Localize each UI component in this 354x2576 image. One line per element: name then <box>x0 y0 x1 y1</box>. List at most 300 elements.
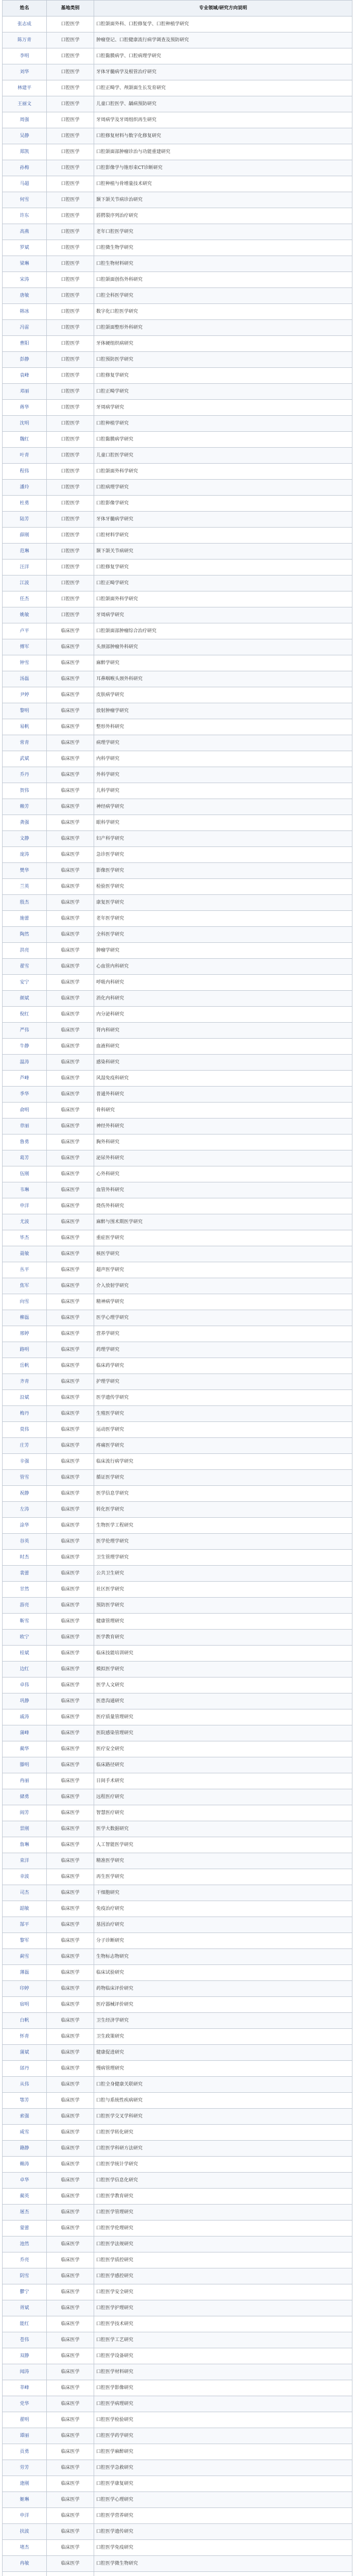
table-row <box>3 2013 352 2029</box>
cell-research-area: 泌尿外科研究 <box>94 1150 352 1166</box>
table-row <box>3 1885 352 1901</box>
cell-name: 姬琳 <box>3 2492 47 2508</box>
cell-base-type: 口腔医学 <box>47 256 94 272</box>
cell-name: 傅军 <box>3 639 47 655</box>
cell-base-type: 临床医学 <box>47 1198 94 1214</box>
table-row <box>3 1837 352 1853</box>
cell-research-area: 影像医学研究 <box>94 863 352 879</box>
table-row <box>3 2157 352 2173</box>
table-row <box>3 128 352 144</box>
table-row <box>3 208 352 224</box>
table-row <box>3 1662 352 1677</box>
table-row <box>3 991 352 1007</box>
cell-research-area: 医疗安全研究 <box>94 1741 352 1757</box>
cell-research-area: 护理学研究 <box>94 1374 352 1390</box>
cell-name: 滕明 <box>3 1757 47 1773</box>
cell-base-type: 临床医学 <box>47 2173 94 2189</box>
cell-base-type: 临床医学 <box>47 1262 94 1278</box>
table-row <box>3 2093 352 2109</box>
cell-research-area: 再生医学研究 <box>94 1869 352 1885</box>
table-row <box>3 1039 352 1055</box>
cell-base-type: 临床医学 <box>47 703 94 719</box>
cell-name: 俞明 <box>3 1103 47 1118</box>
cell-research-area: 口腔正畸学研究 <box>94 384 352 400</box>
cell-name: 阴雪 <box>3 2268 47 2284</box>
cell-base-type: 临床医学 <box>47 1997 94 2013</box>
cell-base-type: 口腔医学 <box>47 160 94 176</box>
cell-research-area: 临床流行病学研究 <box>94 1454 352 1470</box>
cell-name: 储勇 <box>3 1789 47 1805</box>
table-row <box>3 1454 352 1470</box>
cell-name: 申洋 <box>3 2508 47 2524</box>
cell-base-type: 临床医学 <box>47 1087 94 1103</box>
table-row <box>3 1166 352 1182</box>
cell-research-area: 牙体牙髓病学及根管治疗研究 <box>94 64 352 80</box>
cell-name: 牛静 <box>3 1039 47 1055</box>
table-row <box>3 799 352 815</box>
cell-research-area: 生殖医学研究 <box>94 1406 352 1422</box>
table-row <box>3 863 352 879</box>
cell-base-type: 临床医学 <box>47 2364 94 2380</box>
cell-base-type: 口腔医学 <box>47 176 94 192</box>
cell-base-type: 临床医学 <box>47 2205 94 2221</box>
table-row <box>3 1805 352 1821</box>
cell-research-area: 心外科研究 <box>94 1166 352 1182</box>
cell-name: 池然 <box>3 2236 47 2252</box>
cell-base-type: 临床医学 <box>47 2348 94 2364</box>
cell-name: 程伟 <box>3 464 47 480</box>
table-row <box>3 1630 352 1646</box>
cell-research-area: 口腔医学信息化研究 <box>94 2173 352 2189</box>
table-row <box>3 2572 352 2576</box>
table-row <box>3 240 352 256</box>
cell-name: 林建平 <box>3 80 47 96</box>
cell-name: 温涛 <box>3 1055 47 1071</box>
cell-base-type: 口腔医学 <box>47 48 94 64</box>
cell-research-area: 口腔种植与骨增量技术研究 <box>94 176 352 192</box>
cell-research-area: 口腔医学免疫研究 <box>94 2540 352 2556</box>
cell-name: 钟雪 <box>3 655 47 671</box>
cell-name: 陈万青 <box>3 32 47 48</box>
cell-base-type: 临床医学 <box>47 1326 94 1342</box>
cell-research-area: 风湿免疫科研究 <box>94 1071 352 1087</box>
table-row <box>3 1853 352 1869</box>
cell-base-type: 临床医学 <box>47 2540 94 2556</box>
table-row <box>3 879 352 895</box>
table-row <box>3 767 352 783</box>
table-row <box>3 1693 352 1709</box>
table-body <box>3 16 352 2576</box>
cell-research-area: 口腔修复学研究 <box>94 368 352 384</box>
cell-research-area: 口腔医学护理研究 <box>94 2300 352 2316</box>
table-row <box>3 2061 352 2077</box>
cell-name: 沿斌 <box>3 1390 47 1406</box>
table-row <box>3 911 352 927</box>
table-row <box>3 2492 352 2508</box>
table-row <box>3 2268 352 2284</box>
cell-name: 印婷 <box>3 1981 47 1997</box>
cell-name: 葛芳 <box>3 1150 47 1166</box>
cell-base-type: 临床医学 <box>47 639 94 655</box>
table-row <box>3 272 352 288</box>
table-row <box>3 400 352 416</box>
cell-base-type: 临床医学 <box>47 1614 94 1630</box>
table-row <box>3 2077 352 2093</box>
table-row <box>3 895 352 911</box>
cell-research-area: 全科医学研究 <box>94 927 352 943</box>
table-row <box>3 304 352 320</box>
cell-name: 陆芳 <box>3 512 47 528</box>
cell-base-type: 临床医学 <box>47 2141 94 2157</box>
cell-research-area: 超声医学研究 <box>94 1262 352 1278</box>
cell-research-area: 口腔医学安全研究 <box>94 2284 352 2300</box>
cell-research-area: 呼吸内科研究 <box>94 975 352 991</box>
cell-base-type: 临床医学 <box>47 735 94 751</box>
table-row <box>3 1598 352 1614</box>
cell-base-type: 临床医学 <box>47 687 94 703</box>
table-row <box>3 2252 352 2268</box>
cell-name: 乔丹 <box>3 767 47 783</box>
cell-name: 鄂芳 <box>3 2093 47 2109</box>
cell-base-type: 临床医学 <box>47 831 94 847</box>
cell-base-type: 临床医学 <box>47 1598 94 1614</box>
cell-name: 束洋 <box>3 1853 47 1869</box>
cell-name: 薛刚 <box>3 528 47 544</box>
table-row <box>3 544 352 560</box>
cell-name: 景刚 <box>3 1821 47 1837</box>
table-row <box>3 2428 352 2444</box>
table-row <box>3 352 352 368</box>
table-row <box>3 2476 352 2492</box>
cell-name: 宋涛 <box>3 272 47 288</box>
cell-research-area: 基因治疗研究 <box>94 1917 352 1933</box>
table-row <box>3 1023 352 1039</box>
table-row <box>3 64 352 80</box>
cell-research-area: 耳鼻咽喉头颈外科研究 <box>94 671 352 687</box>
column-header-name: 姓名 <box>3 1 47 16</box>
cell-base-type: 临床医学 <box>47 2013 94 2029</box>
cell-name: 吴静 <box>3 128 47 144</box>
cell-base-type: 临床医学 <box>47 927 94 943</box>
cell-research-area: 口腔材料学研究 <box>94 528 352 544</box>
cell-research-area: 精神病学研究 <box>94 1294 352 1310</box>
cell-base-type: 临床医学 <box>47 2476 94 2492</box>
table-row <box>3 735 352 751</box>
cell-research-area: 模拟医学研究 <box>94 1662 352 1677</box>
table-row <box>3 1869 352 1885</box>
cell-name: 卢平 <box>3 623 47 639</box>
cell-research-area: 放射肿瘤学研究 <box>94 703 352 719</box>
cell-research-area: 儿童口腔医学研究 <box>94 448 352 464</box>
table-row <box>3 1933 352 1949</box>
table-row <box>3 1997 352 2013</box>
table-row <box>3 1757 352 1773</box>
column-header-base-type: 基地类别 <box>47 1 94 16</box>
cell-name: 庞涛 <box>3 847 47 863</box>
cell-research-area: 临床药学研究 <box>94 1358 352 1374</box>
table-row <box>3 623 352 639</box>
cell-research-area: 骨科研究 <box>94 1103 352 1118</box>
cell-base-type: 临床医学 <box>47 1582 94 1598</box>
cell-base-type: 临床医学 <box>47 1150 94 1166</box>
table-row <box>3 2380 352 2396</box>
cell-base-type: 临床医学 <box>47 1630 94 1646</box>
table-row <box>3 2189 352 2205</box>
cell-research-area: 牙周病学研究 <box>94 607 352 623</box>
cell-name: 辛强 <box>3 1454 47 1470</box>
cell-name: 巩静 <box>3 1693 47 1709</box>
cell-base-type: 临床医学 <box>47 959 94 975</box>
cell-base-type: 口腔医学 <box>47 512 94 528</box>
cell-name: 蒋华 <box>3 400 47 416</box>
cell-name: 洪亮 <box>3 943 47 959</box>
cell-research-area: 口腔医学麻醉研究 <box>94 2444 352 2460</box>
cell-research-area: 临床技能培训研究 <box>94 1646 352 1662</box>
cell-base-type: 临床医学 <box>47 1789 94 1805</box>
table-row <box>3 1358 352 1374</box>
table-row <box>3 528 352 544</box>
cell-name: 劳芳 <box>3 2460 47 2476</box>
table-row <box>3 288 352 304</box>
table-row <box>3 1470 352 1486</box>
cell-base-type: 临床医学 <box>47 1981 94 1997</box>
cell-base-type: 口腔医学 <box>47 64 94 80</box>
table-row <box>3 2045 352 2061</box>
cell-name: 周强 <box>3 112 47 128</box>
cell-research-area: 口腔正畸学、颅颌面生长发育研究 <box>94 80 352 96</box>
cell-name: 裴蕾 <box>3 1566 47 1582</box>
cell-research-area: 口腔医学病理研究 <box>94 2396 352 2412</box>
cell-base-type: 口腔医学 <box>47 432 94 448</box>
cell-base-type: 临床医学 <box>47 767 94 783</box>
cell-name: 莫伟 <box>3 1422 47 1438</box>
cell-name: 司杰 <box>3 1885 47 1901</box>
cell-base-type: 临床医学 <box>47 719 94 735</box>
cell-research-area: 口腔全科医学研究 <box>94 288 352 304</box>
cell-name: 路明 <box>3 1342 47 1358</box>
cell-research-area: 社区医学研究 <box>94 1582 352 1598</box>
table-row <box>3 256 352 272</box>
cell-name: 高燕 <box>3 224 47 240</box>
cell-research-area: 核医学研究 <box>94 1246 352 1262</box>
cell-base-type: 临床医学 <box>47 1118 94 1134</box>
cell-base-type: 临床医学 <box>47 2045 94 2061</box>
cell-research-area: 口腔医学材料研究 <box>94 2364 352 2380</box>
cell-base-type: 临床医学 <box>47 2444 94 2460</box>
cell-base-type: 临床医学 <box>47 1550 94 1566</box>
cell-name: 乔亮 <box>3 2252 47 2268</box>
cell-name: 易帆 <box>3 719 47 735</box>
cell-base-type: 临床医学 <box>47 1486 94 1502</box>
table-row <box>3 607 352 623</box>
cell-base-type: 临床医学 <box>47 1662 94 1677</box>
cell-name: 马超 <box>3 176 47 192</box>
cell-research-area: 口腔预防医学研究 <box>94 352 352 368</box>
table-row <box>3 1965 352 1981</box>
cell-research-area: 口腔颌面部肿瘤诊治与功能重建研究 <box>94 144 352 160</box>
table-row <box>3 1789 352 1805</box>
cell-name: 从伟 <box>3 2077 47 2093</box>
cell-research-area: 医学心理学研究 <box>94 1310 352 1326</box>
cell-base-type: 临床医学 <box>47 751 94 767</box>
cell-base-type: 临床医学 <box>47 1470 94 1486</box>
cell-research-area: 介入放射学研究 <box>94 1278 352 1294</box>
cell-base-type: 口腔医学 <box>47 384 94 400</box>
cell-name: 扶波 <box>3 2524 47 2540</box>
cell-name: 龚强 <box>3 815 47 831</box>
table-row <box>3 1901 352 1917</box>
cell-name: 蒲峰 <box>3 1725 47 1741</box>
cell-research-area: 卫生政策研究 <box>94 2029 352 2045</box>
cell-name: 张志成 <box>3 16 47 32</box>
cell-name: 殷杰 <box>3 895 47 911</box>
table-row <box>3 1582 352 1598</box>
cell-research-area: 口腔医学质控研究 <box>94 2252 352 2268</box>
cell-research-area: 颞下颌关节病诊治研究 <box>94 192 352 208</box>
cell-research-area: 疼痛医学研究 <box>94 1438 352 1454</box>
table-row <box>3 783 352 799</box>
cell-research-area <box>94 2572 352 2576</box>
cell-research-area: 肾内科研究 <box>94 1023 352 1039</box>
cell-name: 薄磊 <box>3 1965 47 1981</box>
table-row <box>3 1214 352 1230</box>
cell-research-area: 医学大数据研究 <box>94 1821 352 1837</box>
cell-research-area: 口腔影像学研究 <box>94 496 352 512</box>
table-row <box>3 96 352 112</box>
cell-name: 柳磊 <box>3 1310 47 1326</box>
table-row <box>3 1614 352 1630</box>
table-row <box>3 1677 352 1693</box>
cell-research-area: 整形外科研究 <box>94 719 352 735</box>
cell-name: 左涛 <box>3 1502 47 1518</box>
cell-research-area: 口腔生物材料研究 <box>94 256 352 272</box>
cell-name: 袁峰 <box>3 368 47 384</box>
table-row <box>3 1071 352 1087</box>
cell-research-area: 口腔病理学研究 <box>94 480 352 496</box>
cell-research-area: 口腔医学工艺研究 <box>94 2332 352 2348</box>
cell-name: 陶然 <box>3 927 47 943</box>
cell-base-type: 临床医学 <box>47 1310 94 1326</box>
cell-base-type: 口腔医学 <box>47 560 94 575</box>
cell-research-area: 药物临床评价研究 <box>94 1981 352 1997</box>
cell-name: 孙梅 <box>3 160 47 176</box>
cell-name: 邓丽 <box>3 384 47 400</box>
cell-base-type: 临床医学 <box>47 1374 94 1390</box>
cell-research-area: 口腔医学科研方法研究 <box>94 2141 352 2157</box>
cell-research-area: 口腔微生物学研究 <box>94 240 352 256</box>
cell-base-type: 口腔医学 <box>47 112 94 128</box>
cell-name: 贺伟 <box>3 783 47 799</box>
cell-base-type: 口腔医学 <box>47 480 94 496</box>
cell-name: 齐青 <box>3 1374 47 1390</box>
cell-base-type: 临床医学 <box>47 1566 94 1582</box>
table-row <box>3 2236 352 2252</box>
cell-name: 卓伟 <box>3 1677 47 1693</box>
table-row <box>3 2444 352 2460</box>
table-row <box>3 1438 352 1454</box>
cell-name: 翟雪 <box>3 959 47 975</box>
cell-base-type: 临床医学 <box>47 2236 94 2252</box>
table-row <box>3 2029 352 2045</box>
cell-research-area: 口腔医学设备研究 <box>94 2348 352 2364</box>
cell-base-type: 临床医学 <box>47 1039 94 1055</box>
cell-name: 唐敏 <box>3 288 47 304</box>
cell-base-type: 临床医学 <box>47 1214 94 1230</box>
cell-name: 蒙蕾 <box>3 2221 47 2236</box>
cell-name: 庄芳 <box>3 1438 47 1454</box>
cell-research-area: 口腔医学管理研究 <box>94 2205 352 2221</box>
cell-research-area: 口腔颌面部肿瘤综合治疗研究 <box>94 623 352 639</box>
cell-name: 蓟雪 <box>3 1949 47 1965</box>
cell-research-area: 卫生管理学研究 <box>94 1550 352 1566</box>
cell-research-area: 老年医学研究 <box>94 911 352 927</box>
cell-research-area: 预防医学研究 <box>94 1598 352 1614</box>
cell-research-area: 口腔与系统性疾病研究 <box>94 2093 352 2109</box>
cell-name: 沈明 <box>3 416 47 432</box>
table-row <box>3 1007 352 1023</box>
cell-name: 索强 <box>3 2109 47 2125</box>
cell-name: 芦峰 <box>3 1071 47 1087</box>
cell-research-area: 口腔修复材料与数字化修复研究 <box>94 128 352 144</box>
table-row <box>3 80 352 96</box>
cell-base-type: 口腔医学 <box>47 240 94 256</box>
cell-name: 堵杰 <box>3 2540 47 2556</box>
table-row <box>3 2173 352 2189</box>
cell-base-type: 临床医学 <box>47 1933 94 1949</box>
cell-name: 尹婷 <box>3 687 47 703</box>
table-row <box>3 2524 352 2540</box>
cell-research-area: 医疗器械评价研究 <box>94 1997 352 2013</box>
cell-name: 蒲斌 <box>3 2045 47 2061</box>
cell-research-area: 皮肤病学研究 <box>94 687 352 703</box>
cell-base-type: 口腔医学 <box>47 224 94 240</box>
table-row <box>3 2221 352 2236</box>
cell-research-area: 口腔医学营养研究 <box>94 2508 352 2524</box>
cell-base-type: 临床医学 <box>47 1853 94 1869</box>
cell-base-type: 临床医学 <box>47 1534 94 1550</box>
cell-base-type: 口腔医学 <box>47 544 94 560</box>
cell-base-type: 临床医学 <box>47 2332 94 2348</box>
cell-name: 贡勇 <box>3 2444 47 2460</box>
cell-name: 安宁 <box>3 975 47 991</box>
cell-research-area: 口腔颌面外科学研究 <box>94 591 352 607</box>
cell-research-area: 妇产科学研究 <box>94 831 352 847</box>
cell-research-area: 转化医学研究 <box>94 1502 352 1518</box>
cell-research-area: 口腔影像学与锥形束CT诊断研究 <box>94 160 352 176</box>
cell-name: 蔺英 <box>3 2189 47 2205</box>
cell-name: 丛平 <box>3 1262 47 1278</box>
table-row <box>3 1087 352 1103</box>
cell-research-area: 口腔颌面整形外科研究 <box>94 320 352 336</box>
cell-research-area: 口腔医学影像研究 <box>94 2380 352 2396</box>
cell-name: 幸波 <box>3 1869 47 1885</box>
cell-base-type: 临床医学 <box>47 1294 94 1310</box>
cell-research-area: 头颈部肿瘤外科研究 <box>94 639 352 655</box>
cell-name: 赖芳 <box>3 799 47 815</box>
cell-name: 罗斌 <box>3 240 47 256</box>
cell-research-area: 麻醉学研究 <box>94 655 352 671</box>
table-row <box>3 1246 352 1262</box>
cell-base-type: 临床医学 <box>47 799 94 815</box>
cell-base-type: 临床医学 <box>47 1246 94 1262</box>
cell-base-type: 临床医学 <box>47 2109 94 2125</box>
cell-name: 倪红 <box>3 1007 47 1023</box>
cell-name: 严伟 <box>3 1023 47 1039</box>
cell-base-type: 临床医学 <box>47 1454 94 1470</box>
cell-base-type: 临床医学 <box>47 1166 94 1182</box>
cell-name: 莘峰 <box>3 2380 47 2396</box>
cell-research-area: 医患沟通研究 <box>94 1693 352 1709</box>
